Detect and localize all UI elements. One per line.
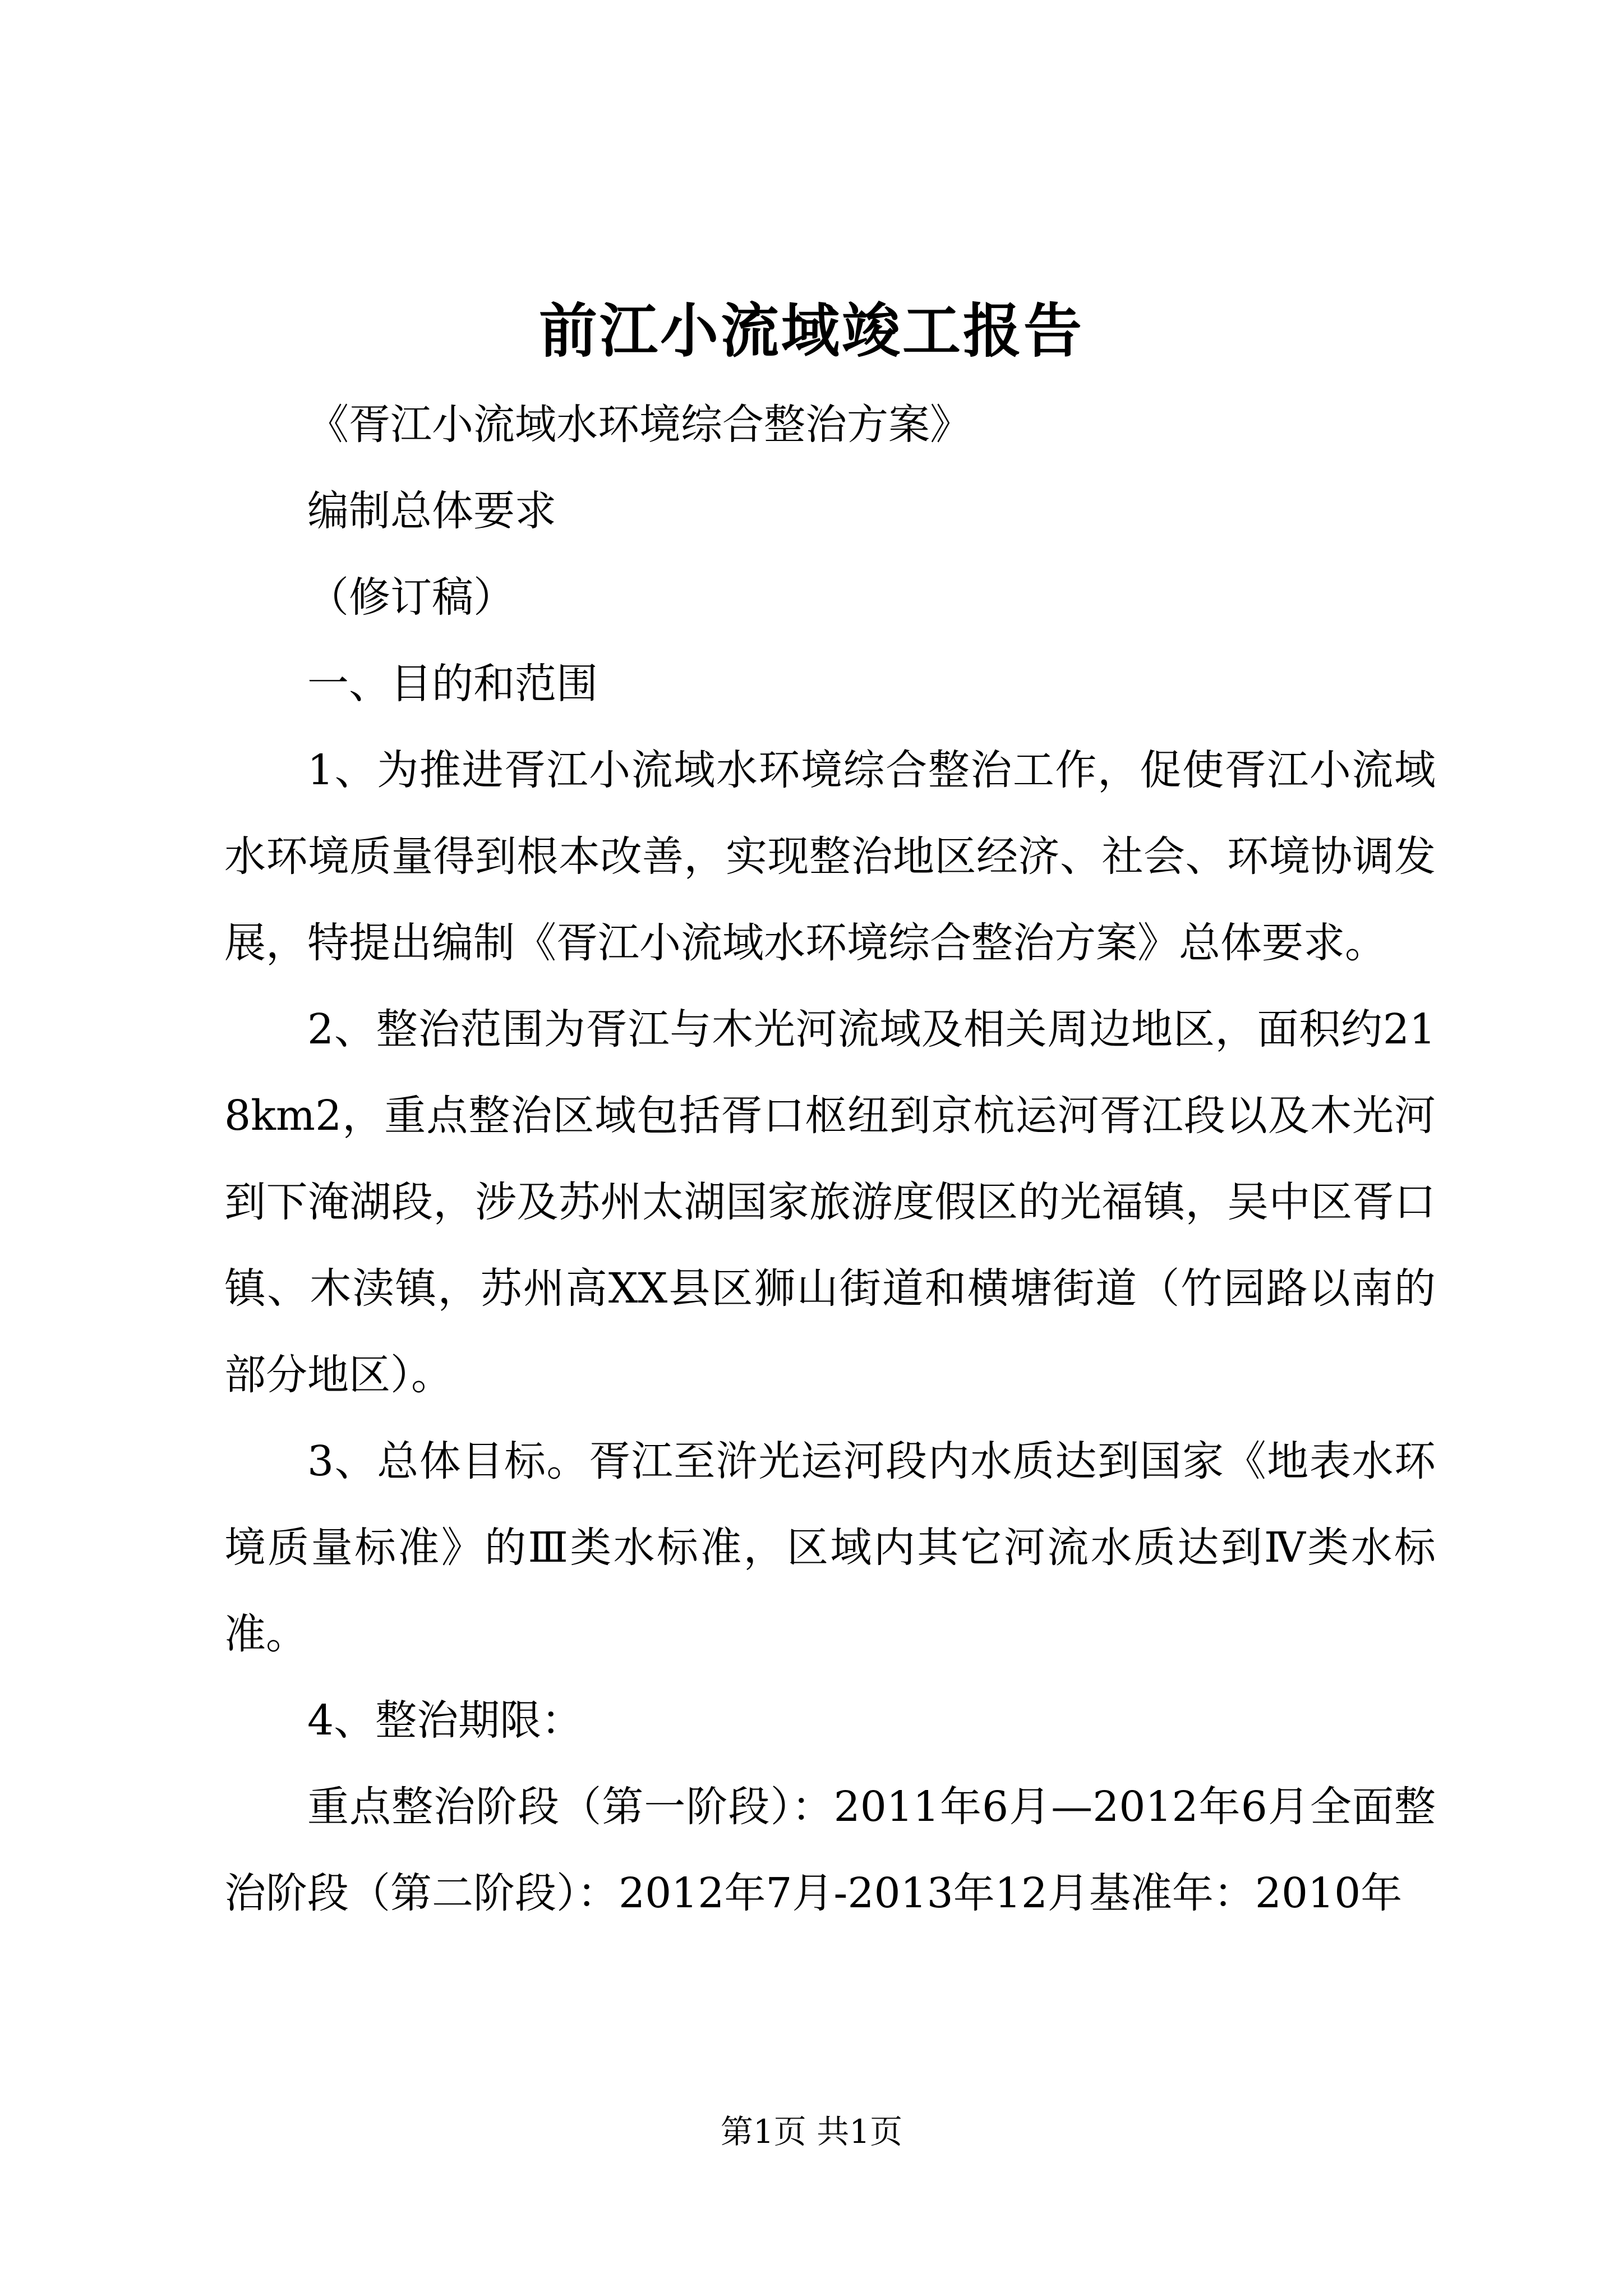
paragraph-plan-title: 《胥江小流域水环境综合整治方案》 (307, 401, 971, 449)
paragraph-period-detail: 重点整治阶段（第一阶段）：2011年6月—2012年6月全面整治阶段（第二阶段）：2012年7月-2013年12月基准年：2010年 (224, 1783, 1436, 1917)
section-heading: 一、目的和范围 (307, 660, 598, 708)
paragraph-period-heading: 4、整治期限： (307, 1696, 583, 1745)
paragraph-scope: 2、整治范围为胥江与木光河流域及相关周边地区，面积约218km2，重点整治区域包括胥口枢纽到京杭运河胥江段以及木光河到下淹湖段，涉及苏州太湖国家旅游度假区的光福镇，吴中区胥口镇、木渎镇，苏州高XX县区狮山街道和横塘街道（竹园路以南的部分地区）。 (224, 1005, 1436, 1399)
paragraph-goal: 3、总体目标。胥江至浒光运河段内水质达到国家《地表水环境质量标准》的Ⅲ类水标准，区域内其它河流水质达到Ⅳ类水标准。 (224, 1437, 1436, 1658)
paragraph-purpose: 1、为推进胥江小流域水环境综合整治工作，促使胥江小流域水环境质量得到根本改善，实现整治地区经济、社会、环境协调发展，特提出编制《胥江小流域水环境综合整治方案》总体要求。 (224, 746, 1436, 967)
document-body (224, 381, 1436, 1936)
document-title: 前江小流域竣工报告 (538, 296, 1084, 365)
paragraph-subtitle: 编制总体要求 (307, 487, 556, 535)
paragraph-revision: （修订稿） (307, 573, 515, 622)
page-footer: 第1页 共1页 (720, 2113, 903, 2151)
